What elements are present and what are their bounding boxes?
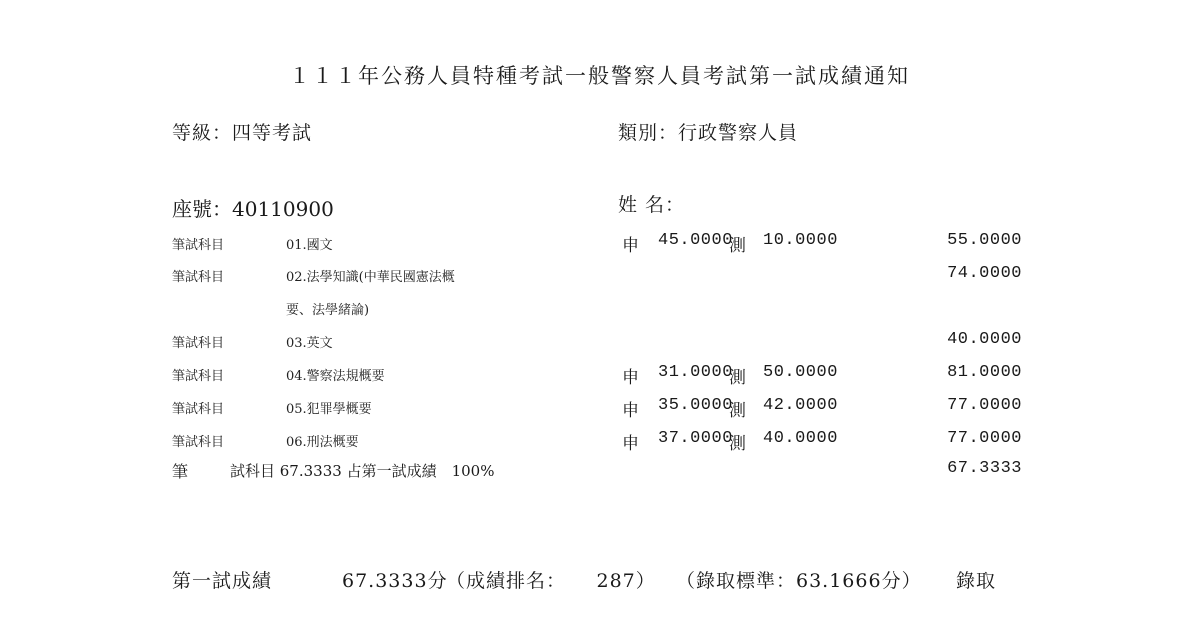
final-label: 第一試成績 — [172, 570, 273, 592]
row-score: 55.0000 — [947, 231, 1022, 250]
row-value1: 37.0000 — [658, 429, 733, 448]
row-sep: 測 — [729, 238, 747, 257]
row-score: 40.0000 — [947, 330, 1022, 349]
seat-number-label: 座號：40110900 — [172, 197, 334, 221]
row-mark: 申 — [622, 238, 640, 257]
row-score: 74.0000 — [947, 264, 1022, 283]
row-type: 筆試科目 — [172, 435, 225, 450]
grade-label: 等級：四等考試 — [172, 122, 313, 144]
row-value1: 45.0000 — [658, 231, 733, 250]
row-subject-cont: 要、法學緒論) — [286, 303, 370, 318]
row-subject: 01.國文 — [286, 238, 333, 253]
row-score: 77.0000 — [947, 429, 1022, 448]
final-rank: （成績排名： 287） — [446, 570, 656, 592]
row-sep: 測 — [729, 403, 747, 422]
row-value2: 40.0000 — [763, 429, 838, 448]
row-score: 81.0000 — [947, 363, 1022, 382]
row-value1: 35.0000 — [658, 396, 733, 415]
name-label: 姓 名： — [618, 194, 686, 216]
row-sep: 測 — [729, 436, 747, 455]
row-type: 筆試科目 — [172, 402, 225, 417]
row-subject: 03.英文 — [286, 336, 333, 351]
row-mark: 申 — [622, 436, 640, 455]
summary-score: 67.3333 — [947, 459, 1022, 478]
page-title: １１１年公務人員特種考試一般警察人員考試第一試成績通知 — [289, 64, 910, 88]
row-type: 筆試科目 — [172, 336, 225, 351]
category-label: 類別：行政警察人員 — [618, 122, 799, 144]
row-sep: 測 — [729, 370, 747, 389]
final-cutoff: （錄取標準：63.1666分） — [676, 570, 922, 592]
summary-text: 試科目 67.3333 占第一試成績 100% — [230, 462, 495, 480]
row-subject: 02.法學知識(中華民國憲法概 — [286, 270, 455, 285]
row-subject: 05.犯罪學概要 — [286, 402, 372, 417]
final-score: 67.3333分 — [342, 570, 448, 592]
summary-char: 筆 — [172, 464, 189, 482]
row-subject: 06.刑法概要 — [286, 435, 359, 450]
row-value2: 42.0000 — [763, 396, 838, 415]
row-subject: 04.警察法規概要 — [286, 369, 385, 384]
row-type: 筆試科目 — [172, 369, 225, 384]
row-type: 筆試科目 — [172, 270, 225, 285]
row-type: 筆試科目 — [172, 238, 225, 253]
row-mark: 申 — [622, 403, 640, 422]
row-score: 77.0000 — [947, 396, 1022, 415]
row-mark: 申 — [622, 370, 640, 389]
row-value2: 10.0000 — [763, 231, 838, 250]
row-value1: 31.0000 — [658, 363, 733, 382]
final-result: 錄取 — [956, 570, 997, 592]
row-value2: 50.0000 — [763, 363, 838, 382]
